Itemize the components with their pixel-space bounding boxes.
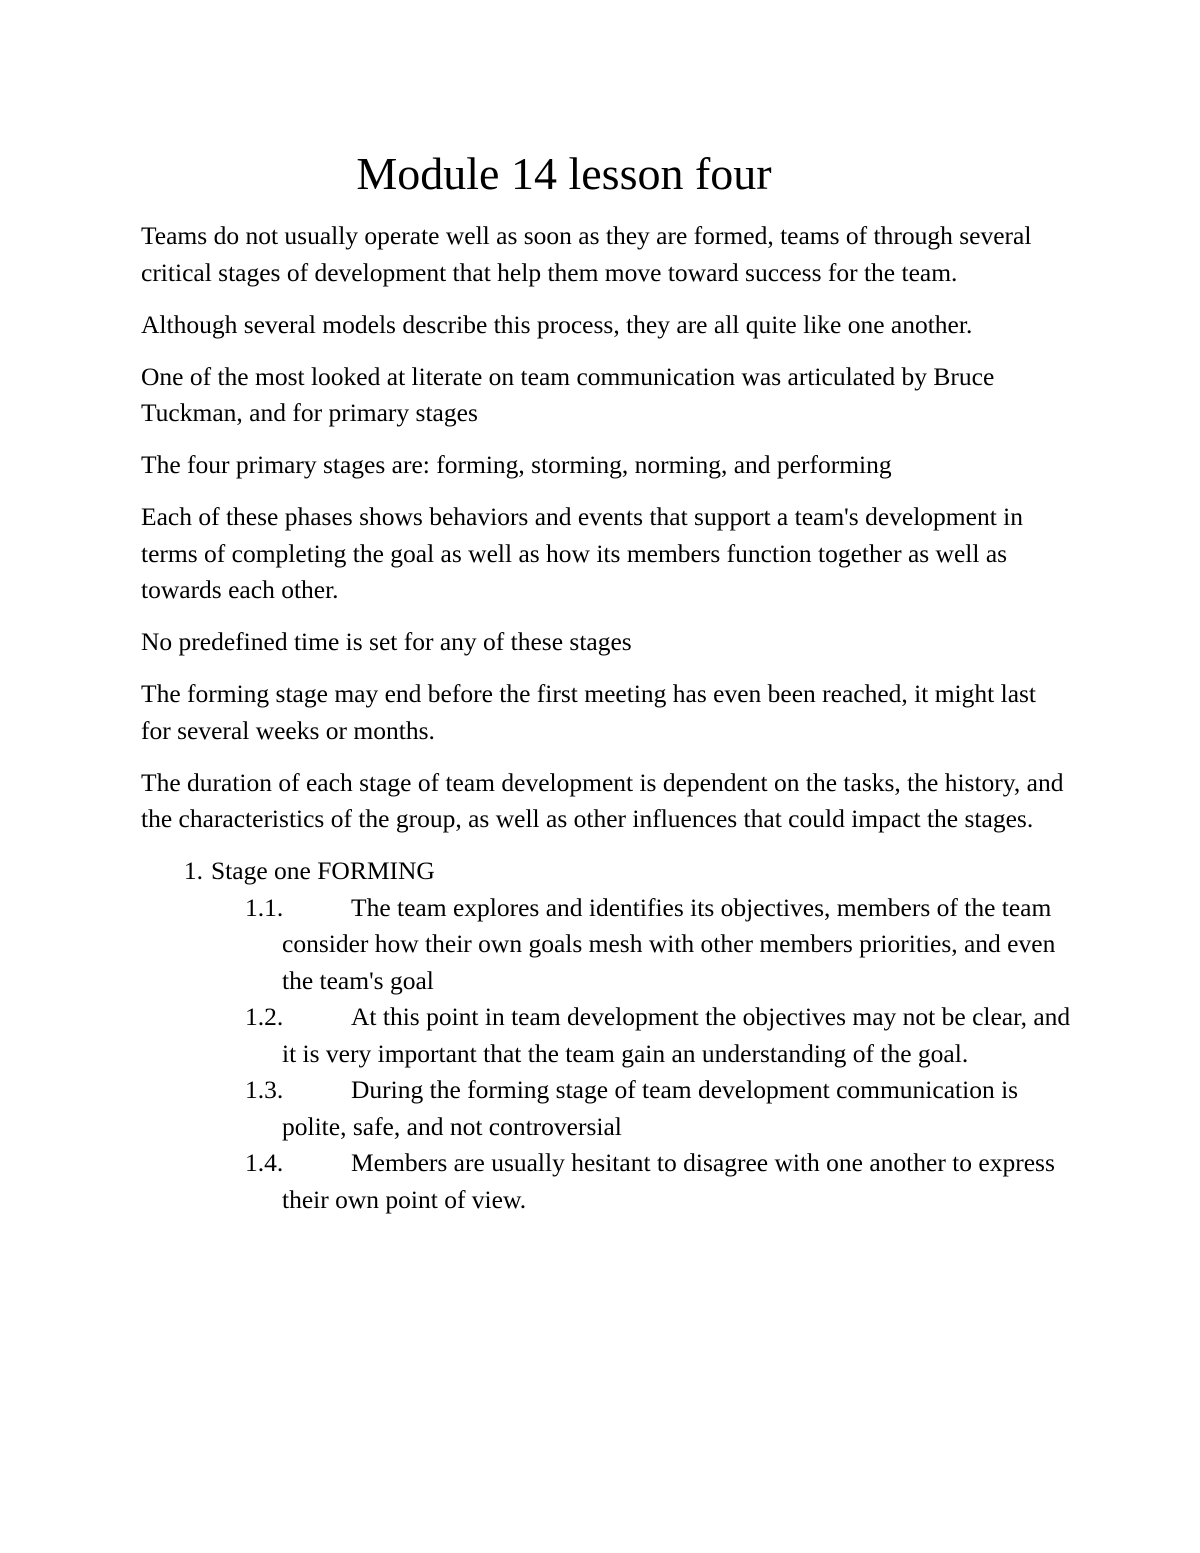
sub-list-text: Members are usually hesitant to disagree with one another to express their own point of view. (282, 1148, 1055, 1214)
sub-list-item (141, 1145, 1071, 1218)
sub-list-text: During the forming stage of team development communication is polite, safe, and not controversial (282, 1075, 1019, 1141)
list-number: 1. (183, 856, 203, 885)
list-item-heading (141, 853, 1071, 890)
stage-list (141, 853, 1071, 1218)
paragraph-1: Teams do not usually operate well as soon as they are formed, teams of through several critical stages of development that help them move toward success for the team. (141, 221, 1032, 287)
paragraph-2: Although several models describe this process, they are all quite like one another. (141, 309, 973, 339)
paragraph-6: No predefined time is set for any of these stages (141, 627, 632, 656)
paragraph-4: The four primary stages are: forming, storming, norming, and performing (141, 450, 892, 479)
sub-list-text: At this point in team development the objectives may not be clear, and it is very important that the team gain an understanding of the goal. (282, 1002, 1071, 1068)
page-title: Module 14 lesson four (356, 148, 772, 199)
paragraph-5: Each of these phases shows behaviors and events that support a team's development in terms of completing the goal as well as how its members function together as well as towards each other. (141, 502, 1023, 604)
sub-list-number: 1.2. (245, 1002, 284, 1031)
sub-list-number: 1.1. (245, 892, 284, 922)
sub-list-item (141, 999, 1071, 1072)
sub-list-item (141, 1072, 1071, 1145)
document-body (141, 218, 1071, 1218)
sub-list-number: 1.4. (245, 1148, 284, 1177)
sub-list-text: The team explores and identifies its objectives, members of the team consider how their own goals mesh with other members priorities, and even the team's goal (282, 892, 1056, 995)
paragraph-8: The duration of each stage of team development is dependent on the tasks, the history, and the characteristics of the group, as well as other influences that could impact the stages. (141, 767, 1064, 833)
sub-list-number: 1.3. (245, 1075, 284, 1104)
list-item-label: Stage one FORMING (211, 856, 435, 885)
sub-list-item (141, 890, 1071, 1000)
sub-list (141, 890, 1071, 1219)
paragraph-7: The forming stage may end before the first meeting has even been reached, it might last for several weeks or months. (141, 679, 1037, 745)
paragraph-3: One of the most looked at literate on team communication was articulated by Bruce Tuckman, and for primary stages (141, 361, 995, 427)
list-item-stage-one (141, 853, 1071, 1218)
